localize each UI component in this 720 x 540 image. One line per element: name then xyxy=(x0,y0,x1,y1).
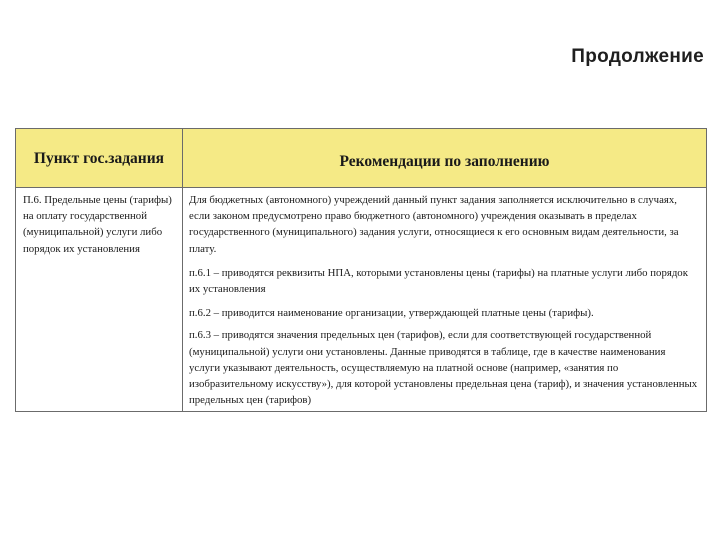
recommendation-paragraph-6-1: п.6.1 – приводятся реквизиты НПА, которыми установлены цены (тарифы) на платные услуги либо порядок их установления xyxy=(189,266,688,296)
header-item-column: Пункт гос.задания xyxy=(16,129,183,188)
recommendation-cell xyxy=(183,188,707,412)
item-cell: П.6. Предельные цены (тарифы) на оплату государственной (муниципальной) услуги либо порядок их установления xyxy=(16,188,183,412)
slide-title: Продолжение xyxy=(571,46,704,67)
recommendation-paragraph-6-3: п.6.3 – приводятся значения предельных цен (тарифов), если для соответствующей государственной (муниципальной) услуги они установлены. Данные приводятся в таблице, где в качестве наименования услуги указывают деятельность, осуществляемую на платной основе (например, «занятия по изобразительному искусству»), для которой установлены предельная цена (тариф), и значения установленных предельных цен (тарифов) xyxy=(189,329,698,407)
recommendation-paragraph-6-2: п.6.2 – приводится наименование организации, утверждающей платные цены (тарифы). xyxy=(189,307,594,320)
header-recommendations-column: Рекомендации по заполнению xyxy=(183,129,707,188)
table-header-row xyxy=(16,129,707,188)
recommendation-paragraph-intro: Для бюджетных (автономного) учреждений данный пункт задания заполняется исключительно в случаях, если законом предусмотрено право бюджетного (автономного) учреждения оказывать в пределах государственного (муниципального) задания услуги, относящиеся к его основным видам деятельности, за плату. xyxy=(189,194,679,255)
table-row xyxy=(16,188,707,412)
recommendations-table xyxy=(15,128,707,412)
